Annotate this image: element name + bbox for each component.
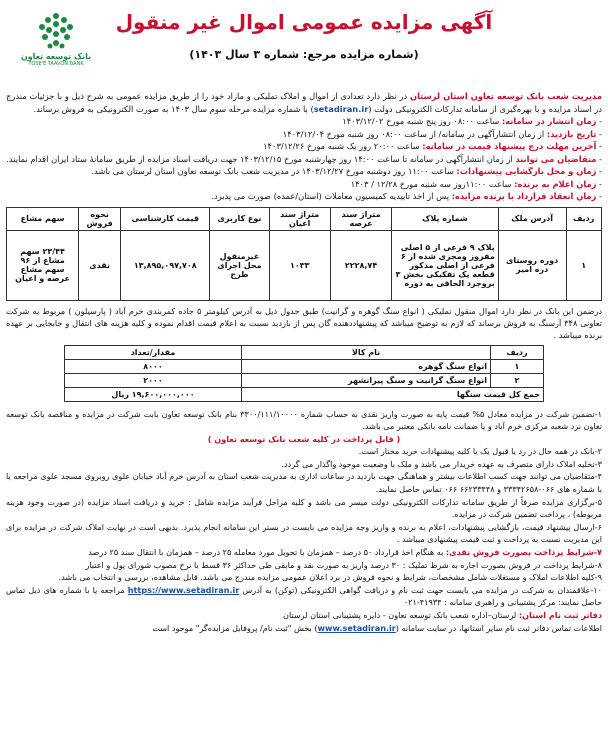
footer-text: ) بخش "ثبت نام/ پروفایل مزایده‌گر" موجود است <box>152 622 318 633</box>
table-header-row <box>7 207 602 230</box>
header <box>6 4 602 84</box>
logo-name-fa: بانک توسعه تعاون <box>20 52 92 61</box>
schedule-line: - زمان انعقاد قرارداد با برنده مزایده: پس از اخذ تاییدیه کمیسیون معاملات (استان/عمده) صورت می پذیرد. <box>211 191 602 201</box>
condition-note: ( قابل پرداخت در کلیه شعب بانک توسعه تعاون ) <box>207 433 401 444</box>
schedule-text: ساعت ۰۸:۰۰ روز پنج شنبه مورخ ۱۴۰۳/۱۲/۰۲ <box>342 116 502 126</box>
col-header: شماره پلاک <box>392 207 499 230</box>
intro-site-link[interactable]: setadiran.ir <box>313 103 369 114</box>
col-header: نوع کاربری <box>210 207 269 230</box>
condition-item <box>6 584 602 609</box>
schedule-line: - تاریخ بازدید: از زمان انتشارآگهی در سامانه/ از ساعت ۰۸:۰۰ روز شنبه مورخ ۱۴۰۳/۱۲/۰۴ <box>282 128 602 139</box>
schedule-text: از زمان انتشارآگهی در سامانه/ از ساعت ۰۸:۰۰ روز شنبه مورخ ۱۴۰۳/۱۲/۰۴ <box>282 128 547 139</box>
setadiran-link[interactable]: https://www.setadiran.ir <box>127 584 240 595</box>
col-header: قیمت کارشناسی <box>121 207 210 230</box>
cell-row: ۱ <box>566 230 602 300</box>
total-label: جمع کل قیمت سنگها <box>242 387 544 401</box>
cell-quantity: ۸۰۰۰ <box>65 359 242 373</box>
condition-item: ۴-متقاضیان می توانند جهت کسب اطلاعات بیشتر و هماهنگی جهت بازدید در ساعات اداری به مدیریت شعب استان به آدرس خرم آباد خیابان علوی روبروی مسجد علوی مراجعه یا با شماره های ۰۶۶-۳۳۳۴۲۶۵۸ و ۶۶۲۳۳۴۴۸ ۰۶۶ تماس حاصل نمایند. <box>6 471 602 495</box>
footer-note <box>6 622 602 635</box>
cell-price: ۱۳,۸۹۵,۰۹۷,۷۰۸ <box>121 230 210 300</box>
page-title: آگهی مزایده عمومی اموال غیر منقول <box>115 10 493 34</box>
schedule-label: تاریخ بازدید: <box>546 128 597 139</box>
condition-item: ۲-بانک در همه حال در رد یا قبول یک یا کلیه پیشنهادات خرید مختار است. <box>358 446 602 457</box>
table-row <box>65 373 544 387</box>
movable-goods-description: درضمن این بانک در نظر دارد اموال منقول تملیکی ( انواع سنگ گوهره و گرانیت) طبق جدول ذیل به آدرس کیلومتر ۵ جاده کمربندی خرم آباد ( پارسیلون ) مربوط به شرکت تعاونی ۳۴۸ آرسنگ به فروش برساند که لازم به توضیح میباشد که پیشنهاددهنده گان پس از بازدید نسبت به اعلام قیمت اقدام نموده و کلیه هزینه های انتقال و جابجایی بر عهده برنده میباشد . <box>6 305 602 340</box>
col-header: مقدار/تعداد <box>65 345 242 359</box>
intro-paragraph <box>6 90 602 115</box>
condition-text: ۱۰-علاقمندان به شرکت در مزایده می بایست جهت ثبت نام و دریافت گواهی الکترونیکی (توکن) به آدرس <box>239 584 602 595</box>
table-total-row <box>65 387 544 401</box>
schedule-line: - زمان اعلام به برنده: ساعت ۱۱:۰۰روز سه شنبه مورخ ۱۲/۲۸ / ۱۴۰۳ <box>350 178 602 189</box>
schedule-line: - زمان و محل بازگشایی پیشنهادات: ساعت ۱۱:۰۰ روز دوشنبه مورخ ۱۴۰۳/۱۲/۲۷ در مدیریت شعب بانک توسعه تعاون استان لرستان می باشد. <box>91 166 602 176</box>
schedule-list <box>6 115 602 203</box>
condition-item: ۹-کلیه اطلاعات املاک و مستغلات شامل مشخصات، شرایط و نحوه فروش در برد اعلان عمومی مزایده مندرج می باشد. قابل مشاهده، بررسی و انتخاب می باشد. <box>58 572 602 583</box>
schedule-text: ساعت ۲۰:۰۰ روز یک شنبه مورخ ۱۴۰۳/۱۲/۲۶ <box>263 141 423 151</box>
table-row <box>7 230 602 300</box>
cell-row: ۱ <box>491 359 544 373</box>
schedule-label: زمان انتشار در سامانه: <box>501 116 597 126</box>
cell-item-name: انواع سنگ گرانیت و سنگ پیرانشهر <box>242 373 491 387</box>
col-header: آدرس ملک <box>498 207 566 230</box>
schedule-text: از زمان انتشارآگهی در سامانه تا ساعت ۱۴:۰۰ روز چهارشنبه مورخ ۱۴۰۳/۱۲/۱۵ جهت دریافت اسناد مزایده از طریق سامانهٔ ستاد ایران اقدام نمایند. <box>6 153 516 164</box>
schedule-text: ساعت ۱۱:۰۰روز سه شنبه مورخ ۱۲/۲۸ / ۱۴۰۳ <box>350 178 515 189</box>
schedule-label: متقاضیان می توانند <box>515 153 597 164</box>
goods-table <box>64 345 544 402</box>
col-header: نحوه فروش <box>79 207 121 230</box>
registration-offices <box>6 609 602 622</box>
condition-item: ۸-شرایط پرداخت در فروش بصورت اجاره به شرط تملیک : ۳۰ درصد واریز به صورت نقد و مابقی طی حداکثر ۳۶ قسط با نرخ مصوب شورای پول و اعتبار <box>85 559 602 570</box>
bank-logo <box>14 12 98 67</box>
total-value: ۱۹,۶۰۰,۰۰۰,۰۰۰ ریال <box>65 387 242 401</box>
cell-sale-method: نقدی <box>79 230 121 300</box>
cell-item-name: انواع سنگ گوهره <box>242 359 491 373</box>
condition-text: به هنگام اخذ قرارداد ۵۰ درصد – همزمان با تحویل مورد معامله ۲۵ درصد – همزمان با انتقال سند ۲۵ درصد <box>88 547 446 558</box>
offices-text: لرستان–اداره شعب بانک توسعه تعاون - دایره پشتیبانی استان لرستان <box>283 610 519 620</box>
cell-building-area: ۱۰۳۳ <box>269 230 330 300</box>
cell-plaque: پلاک ۹ فرعی از ۵ اصلی مفروز ومجزی شده از ۶ فرعی از اصلی مذکور قطعه یک تفکیکی بخش ۳ بروجرد الحاقی به دوره <box>392 230 499 300</box>
col-header: ردیف <box>491 345 544 359</box>
schedule-label: زمان و محل بازگشایی پیشنهادات: <box>456 166 597 176</box>
condition-label: ۷-شرایط پرداخت بصورت فروش نقدی: <box>445 547 602 558</box>
bank-logo-icon <box>34 12 78 52</box>
table-header-row <box>65 345 544 359</box>
condition-item <box>6 546 602 559</box>
schedule-line: - متقاضیان می توانند از زمان انتشارآگهی در سامانه تا ساعت ۱۴:۰۰ روز چهارشنبه مورخ ۱۴۰۳/۱۲/۱۵ جهت دریافت اسناد مزایده از طریق سامانهٔ ستاد ایران اقدام نمایند. <box>6 153 602 164</box>
offices-label: دفاتر ثبت نام استان: <box>518 610 602 620</box>
footer-site-link[interactable]: www.setadiran.ir <box>317 622 396 633</box>
schedule-label: آخرین مهلت درج پیشنهاد قیمت در سامانه: <box>422 141 597 151</box>
col-header: نام کالا <box>242 345 491 359</box>
schedule-line: - آخرین مهلت درج پیشنهاد قیمت در سامانه: ساعت ۲۰:۰۰ روز یک شنبه مورخ ۱۴۰۳/۱۲/۲۶ <box>263 141 602 151</box>
schedule-label: زمان اعلام به برنده: <box>514 178 597 189</box>
conditions-list <box>6 408 602 635</box>
cell-usage: غیرمنقول محل اجرای طرح <box>210 230 269 300</box>
intro-text-1: در نظر دارد تعدادی از اموال و املاک تملیکی و مازاد خود را از طریق مزایده عمومی به شرح ذیل و با جزئیات مندرج در اسناد مزایده و با بهره‌گیری از سامانه تدارکات الکترونیکی دولت ( <box>6 91 602 114</box>
footer-text: اطلاعات تماس دفاتر ثبت نام سایر استانها، در سایت سامانه ( <box>395 622 602 633</box>
col-header: متراژ سند اعیان <box>269 207 330 230</box>
schedule-label: زمان انعقاد قرارداد با برنده مزایده: <box>451 191 597 201</box>
condition-item: ۶-ارسال پیشنهاد قیمت، بازگشایی پیشنهادات، اعلام به برنده و واریز وجه مزایده می بایست در بستر این سامانه انجام پذیرد. بدیهی است در نهایت املاک شرکت در مزایده برای این مدیریت نسبت به پرداخت و ثبت قیمت پیشنهادی میباشد . <box>6 521 602 545</box>
condition-item: ۳-تخلیه املاک دارای متصرف به عهده خریدار می باشد و ملک با وضعیت موجود واگذار می گردد. <box>281 458 602 469</box>
cell-land-area: ۲۲۲۸,۷۴ <box>330 230 391 300</box>
cell-row: ۲ <box>491 373 544 387</box>
condition-item: ۱-تضمین شرکت در مزایده معادل ۵% قیمت پایه به صورت واریز نقدی به حساب شماره ۳۳۰۰/۱۱۱/۱۰۰۰۰ بنام بانک توسعه تعاون بابت شرکت در مزایده و مناقصه بانک توسعه تعاون نزد شعبه مرکزی خرم آباد و یا ضمانت نامه بانکی معتبر می باشد. <box>6 408 602 432</box>
col-header: سهم مشاع <box>7 207 79 230</box>
col-header: ردیف <box>566 207 602 230</box>
col-header: متراژ سند عرصه <box>330 207 391 230</box>
cell-quantity: ۲۰۰۰ <box>65 373 242 387</box>
schedule-text: پس از اخذ تاییدیه کمیسیون معاملات (استان/عمده) صورت می پذیرد. <box>211 191 452 201</box>
condition-text: مراجعه یا با شماره های ذیل تماس حاصل نمایند: مرکز پشتیبانی و راهبری سامانه : ۴۱۹۳۴-۰۲۱ <box>6 584 602 608</box>
intro-text-2: ) با شماره مزایده مرحله سوم سال ۱۴۰۳ به صورت الکترونیکی به فروش برساند. <box>33 103 314 114</box>
intro-org: مدیریت شعب بانک توسعه تعاون استان لرستان <box>409 91 602 101</box>
condition-item: ۵-برگزاری مزایده صرفاً از طریق سامانه تدارکات الکترونیکی دولت میسر می باشد و کلیه مراحل فرآیند مزایده شامل : خرید و دریافت اسناد مزایده (در صورت وجود هزینه مربوطه) ، پرداخت تضمین شرکت در مزایده. <box>6 496 602 520</box>
cell-address: دوره روستای دره امیر <box>498 230 566 300</box>
cell-share: ۲۳/۴۴ سهم مشاع از ۹۶ سهم مشاع عرصه و اعیان <box>7 230 79 300</box>
property-table <box>6 207 602 301</box>
logo-name-en: TOSE'E TAAVON BANK <box>28 61 84 67</box>
table-row <box>65 359 544 373</box>
schedule-line: - زمان انتشار در سامانه: ساعت ۰۸:۰۰ روز پنج شنبه مورخ ۱۴۰۳/۱۲/۰۲ <box>342 116 602 126</box>
auction-number: (شماره مزایده مرجع: شماره ۳ سال ۱۴۰۳) <box>189 48 419 61</box>
schedule-text: ساعت ۱۱:۰۰ روز دوشنبه مورخ ۱۴۰۳/۱۲/۲۷ در مدیریت شعب بانک توسعه تعاون استان لرستان می باشد. <box>91 166 457 176</box>
